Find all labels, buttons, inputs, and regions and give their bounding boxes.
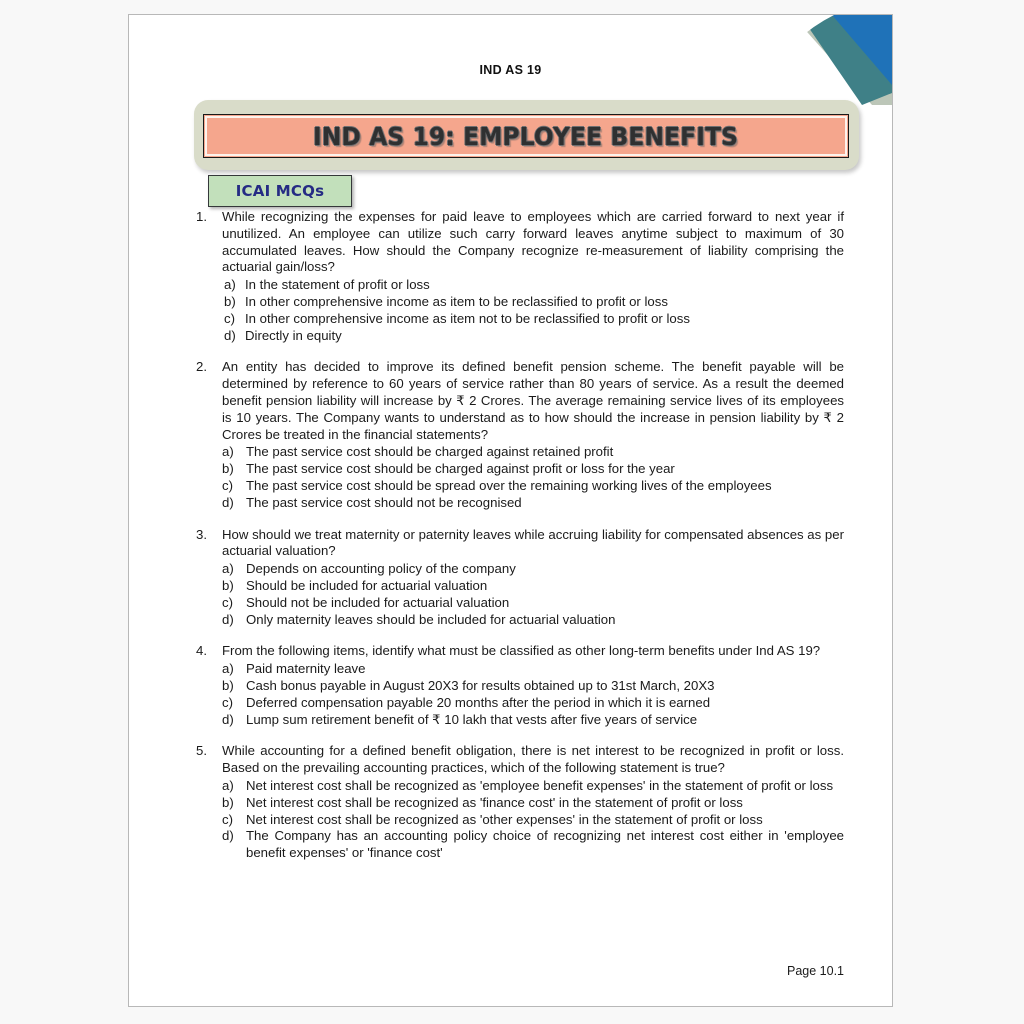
- option-text: Net interest cost shall be recognized as 'other expenses' in the statement of profit or loss: [246, 811, 763, 827]
- question-body: [222, 743, 844, 862]
- option-item: [222, 495, 844, 512]
- option-key: d): [222, 494, 234, 510]
- document-page: [128, 14, 893, 1007]
- corner-teal-shape: [800, 15, 892, 105]
- option-key: b): [222, 577, 234, 593]
- option-item: [222, 712, 844, 729]
- option-text: Deferred compensation payable 20 months after the period in which it is earned: [246, 694, 711, 710]
- page-title: IND AS 19: EMPLOYEE BENEFITS: [313, 121, 739, 151]
- question-body: [222, 359, 844, 511]
- option-text: Should not be included for actuarial valuation: [246, 594, 510, 610]
- option-text: Only maternity leaves should be included for actuarial valuation: [246, 611, 616, 627]
- corner-decoration-graphic: [722, 15, 892, 105]
- option-text: Directly in equity: [245, 327, 342, 343]
- question-number: 1.: [196, 209, 207, 224]
- question-body: [222, 209, 844, 344]
- option-text: Paid maternity leave: [246, 661, 366, 677]
- option-text: Net interest cost shall be recognized as 'employee benefit expenses' in the statement of profit or loss: [246, 777, 834, 793]
- option-text: Lump sum retirement benefit of ₹ 10 lakh that vests after five years of service: [246, 711, 698, 727]
- option-text: The past service cost should not be recognised: [246, 494, 522, 510]
- option-text: Cash bonus payable in August 20X3 for results obtained up to 31st March, 20X3: [246, 677, 715, 693]
- option-text: Depends on accounting policy of the company: [246, 561, 516, 577]
- option-item: [222, 661, 844, 678]
- option-key: c): [224, 310, 235, 326]
- option-key: a): [222, 444, 234, 460]
- option-item: [222, 578, 844, 595]
- corner-white-mask: [722, 15, 834, 105]
- option-key: d): [222, 611, 234, 627]
- section-tag-label: ICAI MCQs: [235, 182, 325, 200]
- option-item: [222, 678, 844, 695]
- option-item: [224, 311, 844, 328]
- title-banner-frame: [194, 100, 859, 170]
- question-stem: How should we treat maternity or paternity leaves while accruing liability for compensated absences as per actuarial valuation?: [222, 526, 844, 559]
- question-body: [222, 643, 844, 728]
- page-number: Page 10.1: [787, 964, 844, 978]
- corner-sage-shape: [792, 15, 892, 105]
- questions-list: [196, 209, 844, 877]
- option-list: [222, 661, 844, 728]
- option-key: c): [222, 477, 233, 493]
- title-banner: [203, 114, 849, 158]
- option-text: The Company has an accounting policy choice of recognizing net interest cost either in 'employee benefit expenses' or 'finance cost': [246, 828, 844, 861]
- question-block: [196, 643, 844, 728]
- running-head: IND AS 19: [479, 63, 542, 77]
- option-item: [222, 695, 844, 712]
- option-key: b): [222, 794, 234, 810]
- option-item: [222, 612, 844, 629]
- option-list: [222, 561, 844, 628]
- option-key: c): [222, 594, 233, 610]
- option-text: The past service cost should be spread over the remaining working lives of the employees: [246, 477, 772, 493]
- question-stem: An entity has decided to improve its defined benefit pension scheme. The benefit payable will be determined by reference to 60 years of service rather than 80 years of service. As a result the deemed benefit pension liability will increase by ₹ 2 Crores. The average remaining service lives of its employees is 10 years. The Company wants to understand as to how should the increase in pension liability by ₹ 2 Crores be treated in the financial statements?: [222, 359, 844, 442]
- option-text: Net interest cost shall be recognized as 'finance cost' in the statement of profit or loss: [246, 794, 743, 810]
- question-block: [196, 527, 844, 629]
- option-list: [224, 277, 844, 344]
- option-item: [222, 778, 844, 795]
- option-key: a): [222, 661, 234, 677]
- option-item: [222, 561, 844, 578]
- option-item: [222, 461, 844, 478]
- question-number: 4.: [196, 643, 207, 659]
- section-tag-icai-mcqs: [208, 175, 352, 207]
- question-stem: While recognizing the expenses for paid leave to employees which are carried forward to next year if unutilized. An employee can utilize such carry forward leaves anytime subject to maximum of 30 accumulated leaves. How should the Company recognize re-measurement of liability comprising the actuarial gain/loss?: [222, 209, 844, 275]
- option-item: [222, 595, 844, 612]
- option-item: [222, 812, 844, 829]
- option-key: c): [222, 694, 233, 710]
- option-key: b): [224, 293, 236, 309]
- option-list: [222, 778, 844, 862]
- question-stem: From the following items, identify what must be classified as other long-term benefits under Ind AS 19?: [222, 643, 821, 659]
- option-key: c): [222, 811, 233, 827]
- option-item: [224, 328, 844, 345]
- option-item: [222, 444, 844, 461]
- option-text: The past service cost should be charged against profit or loss for the year: [246, 461, 675, 477]
- option-text: In other comprehensive income as item not to be reclassified to profit or loss: [245, 310, 690, 326]
- option-text: The past service cost should be charged against retained profit: [246, 444, 614, 460]
- question-block: [196, 209, 844, 344]
- option-item: [224, 277, 844, 294]
- option-item: [222, 828, 844, 862]
- option-list: [222, 444, 844, 511]
- question-stem: While accounting for a defined benefit obligation, there is net interest to be recognized in profit or loss. Based on the prevailing accounting practices, which of the following statement is true?: [222, 743, 844, 776]
- question-number: 5.: [196, 743, 207, 759]
- option-text: In other comprehensive income as item to be reclassified to profit or loss: [245, 293, 668, 309]
- option-key: d): [222, 828, 234, 844]
- option-item: [222, 478, 844, 495]
- option-key: b): [222, 461, 234, 477]
- option-key: a): [222, 561, 234, 577]
- option-item: [224, 294, 844, 311]
- question-number: 2.: [196, 359, 207, 375]
- option-key: a): [222, 777, 234, 793]
- question-body: [222, 527, 844, 629]
- question-number: 3.: [196, 526, 207, 542]
- option-text: In the statement of profit or loss: [245, 277, 430, 293]
- question-block: [196, 359, 844, 511]
- option-key: b): [222, 677, 234, 693]
- option-key: a): [224, 277, 236, 293]
- question-block: [196, 743, 844, 862]
- option-key: d): [224, 327, 236, 343]
- option-key: d): [222, 711, 234, 727]
- option-item: [222, 795, 844, 812]
- option-text: Should be included for actuarial valuation: [246, 577, 488, 593]
